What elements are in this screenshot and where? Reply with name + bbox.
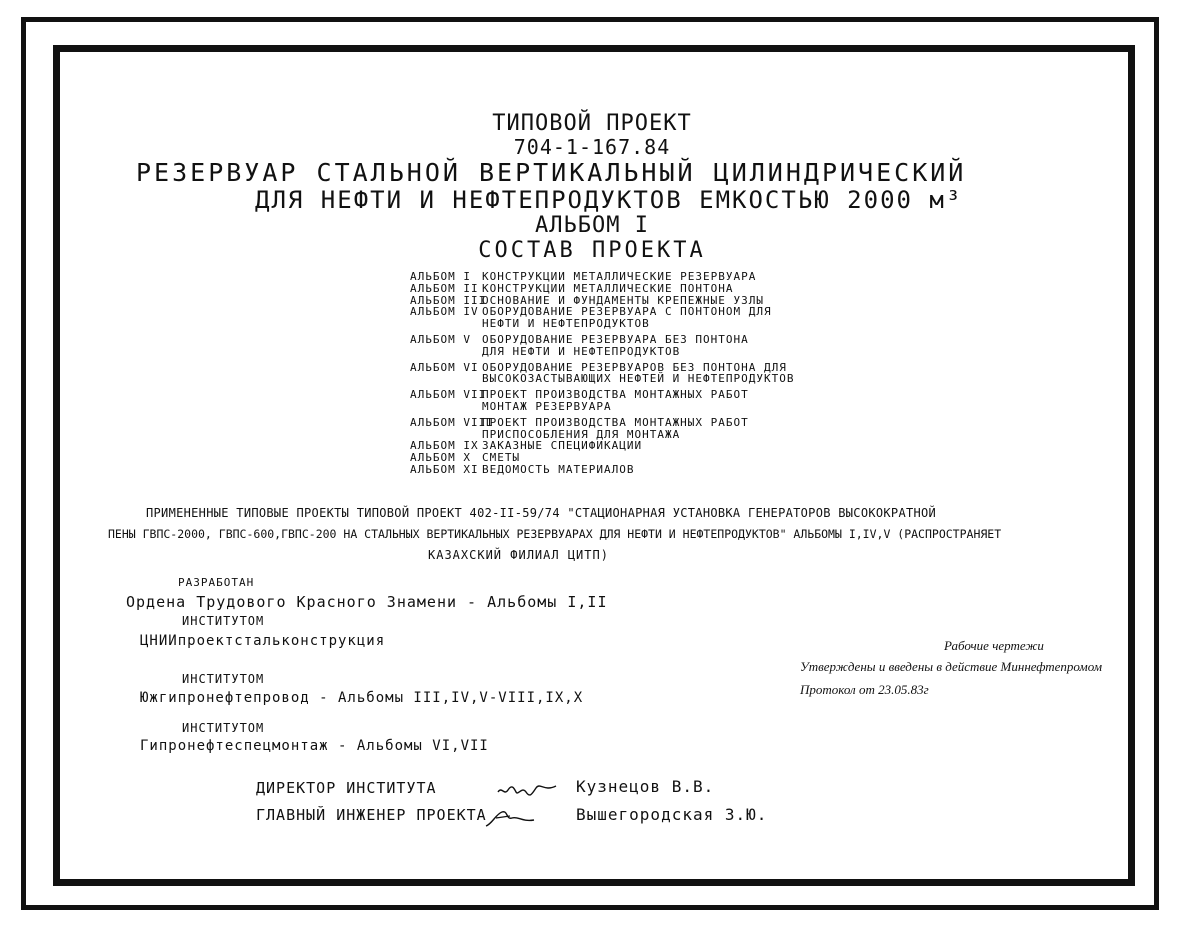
album-label: АЛЬБОМ III bbox=[410, 293, 487, 307]
album-desc: ОБОРУДОВАНИЕ РЕЗЕРВУАРА БЕЗ ПОНТОНА bbox=[482, 332, 749, 346]
album-item bbox=[410, 334, 795, 346]
applied-line-2: ПЕНЫ ГВПС-2000, ГВПС-600,ГВПС-200 НА СТАЛЬНЫХ ВЕРТИКАЛЬНЫХ РЕЗЕРВУАРАХ ДЛЯ НЕФТИ И НЕФТЕПРОДУКТОВ" АЛЬБОМЫ I,IV,V (РАСПРОСТРАНЯЕТ bbox=[108, 527, 1002, 541]
album-desc: ОБОРУДОВАНИЕ РЕЗЕРВУАРОВ БЕЗ ПОНТОНА ДЛЯ bbox=[482, 360, 787, 374]
album-desc: ОБОРУДОВАНИЕ РЕЗЕРВУАРА С ПОНТОНОМ ДЛЯ bbox=[482, 305, 772, 319]
approval-title: Рабочие чертежи bbox=[944, 638, 1044, 653]
institute-label-2: ИНСТИТУТОМ bbox=[182, 672, 265, 686]
chief-engineer-role: ГЛАВНЫЙ ИНЖЕНЕР ПРОЕКТА bbox=[256, 806, 487, 824]
album-label: АЛЬБОМ VI bbox=[410, 360, 479, 374]
album-desc-cont: МОНТАЖ РЕЗЕРВУАРА bbox=[482, 399, 612, 413]
album-desc: ВЕДОМОСТЬ МАТЕРИАЛОВ bbox=[482, 462, 635, 476]
institute-label-1: ИНСТИТУТОМ bbox=[182, 614, 265, 628]
approval-line-1: Утверждены и введены в действие Миннефтепромом bbox=[800, 659, 1103, 674]
album-label: АЛЬБОМ IX bbox=[410, 439, 479, 453]
album-label: АЛЬБОМ II bbox=[410, 281, 479, 295]
album-label: АЛЬБОМ VII bbox=[410, 388, 487, 402]
album-label: АЛЬБОМ XI bbox=[410, 462, 479, 476]
project-code: 704-1-167.84 bbox=[513, 135, 671, 159]
album-label: АЛЬБОМ I bbox=[410, 270, 471, 283]
chief-engineer-name: Вышегородская З.Ю. bbox=[576, 805, 768, 824]
album-item bbox=[410, 283, 795, 295]
album-label: АЛЬБОМ IV bbox=[410, 305, 479, 319]
applied-line-3: КАЗАХСКИЙ ФИЛИАЛ ЦИТП) bbox=[428, 548, 609, 562]
applied-line-1: ПРИМЕНЕННЫЕ ТИПОВЫЕ ПРОЕКТЫ ТИПОВОЙ ПРОЕКТ 402-II-59/74 "СТАЦИОНАРНАЯ УСТАНОВКА ГЕНЕРАТОРОВ ВЫСОКОКРАТНОЙ bbox=[146, 506, 937, 520]
album-desc: КОНСТРУКЦИИ МЕТАЛЛИЧЕСКИЕ ПОНТОНА bbox=[482, 281, 734, 295]
album-desc-cont: ПРИСПОСОБЛЕНИЯ ДЛЯ МОНТАЖА bbox=[482, 427, 681, 441]
developed-heading: РАЗРАБОТАН bbox=[178, 576, 255, 589]
developed-org-1: Ордена Трудового Красного Знамени - Альбомы I,II bbox=[126, 593, 608, 611]
institute-label-3: ИНСТИТУТОМ bbox=[182, 721, 265, 735]
album-desc: ПРОЕКТ ПРОИЗВОДСТВА МОНТАЖНЫХ РАБОТ bbox=[482, 415, 749, 429]
composition-title: СОСТАВ ПРОЕКТА bbox=[478, 238, 706, 263]
album-desc: ПРОЕКТ ПРОИЗВОДСТВА МОНТАЖНЫХ РАБОТ bbox=[482, 388, 749, 402]
institute-name-2: Южгипронефтепровод - Альбомы III,IV,V-VIII,IX,X bbox=[140, 690, 584, 706]
album-label: АЛЬБОМ V bbox=[410, 332, 471, 346]
album-item bbox=[410, 464, 795, 476]
album-label: АЛЬБОМ VIII bbox=[410, 415, 494, 429]
title-line-3: РЕЗЕРВУАР СТАЛЬНОЙ ВЕРТИКАЛЬНЫЙ ЦИЛИНДРИЧЕСКИЙ bbox=[136, 158, 967, 187]
chief-engineer-signature-icon bbox=[482, 806, 538, 830]
album-desc: СМЕТЫ bbox=[482, 451, 521, 465]
album-desc: ОСНОВАНИЕ И ФУНДАМЕНТЫ КРЕПЕЖНЫЕ УЗЛЫ bbox=[482, 293, 765, 307]
album-desc: КОНСТРУКЦИИ МЕТАЛЛИЧЕСКИЕ РЕЗЕРВУАРА bbox=[482, 270, 757, 283]
title-line-4: ДЛЯ НЕФТИ И НЕФТЕПРОДУКТОВ ЕМКОСТЬЮ 2000 м³ bbox=[255, 186, 963, 214]
album-desc-cont: ВЫСОКОЗАСТЫВАЮЩИХ НЕФТЕЙ И НЕФТЕПРОДУКТОВ bbox=[482, 372, 795, 386]
album-desc: ЗАКАЗНЫЕ СПЕЦИФИКАЦИИ bbox=[482, 439, 643, 453]
approval-line-2: Протокол от 23.05.83г bbox=[800, 682, 929, 697]
title-line-1: ТИПОВОЙ ПРОЕКТ bbox=[492, 111, 692, 136]
director-signature-icon bbox=[496, 782, 558, 798]
director-name: Кузнецов В.В. bbox=[576, 777, 715, 796]
album-desc-cont: ДЛЯ НЕФТИ И НЕФТЕПРОДУКТОВ bbox=[482, 344, 681, 358]
album-title: АЛЬБОМ I bbox=[535, 213, 649, 238]
institute-name-1: ЦНИИпроектстальконструкция bbox=[140, 633, 386, 649]
album-label: АЛЬБОМ X bbox=[410, 451, 471, 465]
institute-name-3: Гипронефтеспецмонтаж - Альбомы VI,VII bbox=[140, 738, 489, 754]
album-desc-cont: НЕФТИ И НЕФТЕПРОДУКТОВ bbox=[482, 317, 650, 331]
director-role: ДИРЕКТОР ИНСТИТУТА bbox=[256, 779, 437, 797]
album-item bbox=[410, 417, 795, 429]
album-list bbox=[410, 271, 795, 476]
